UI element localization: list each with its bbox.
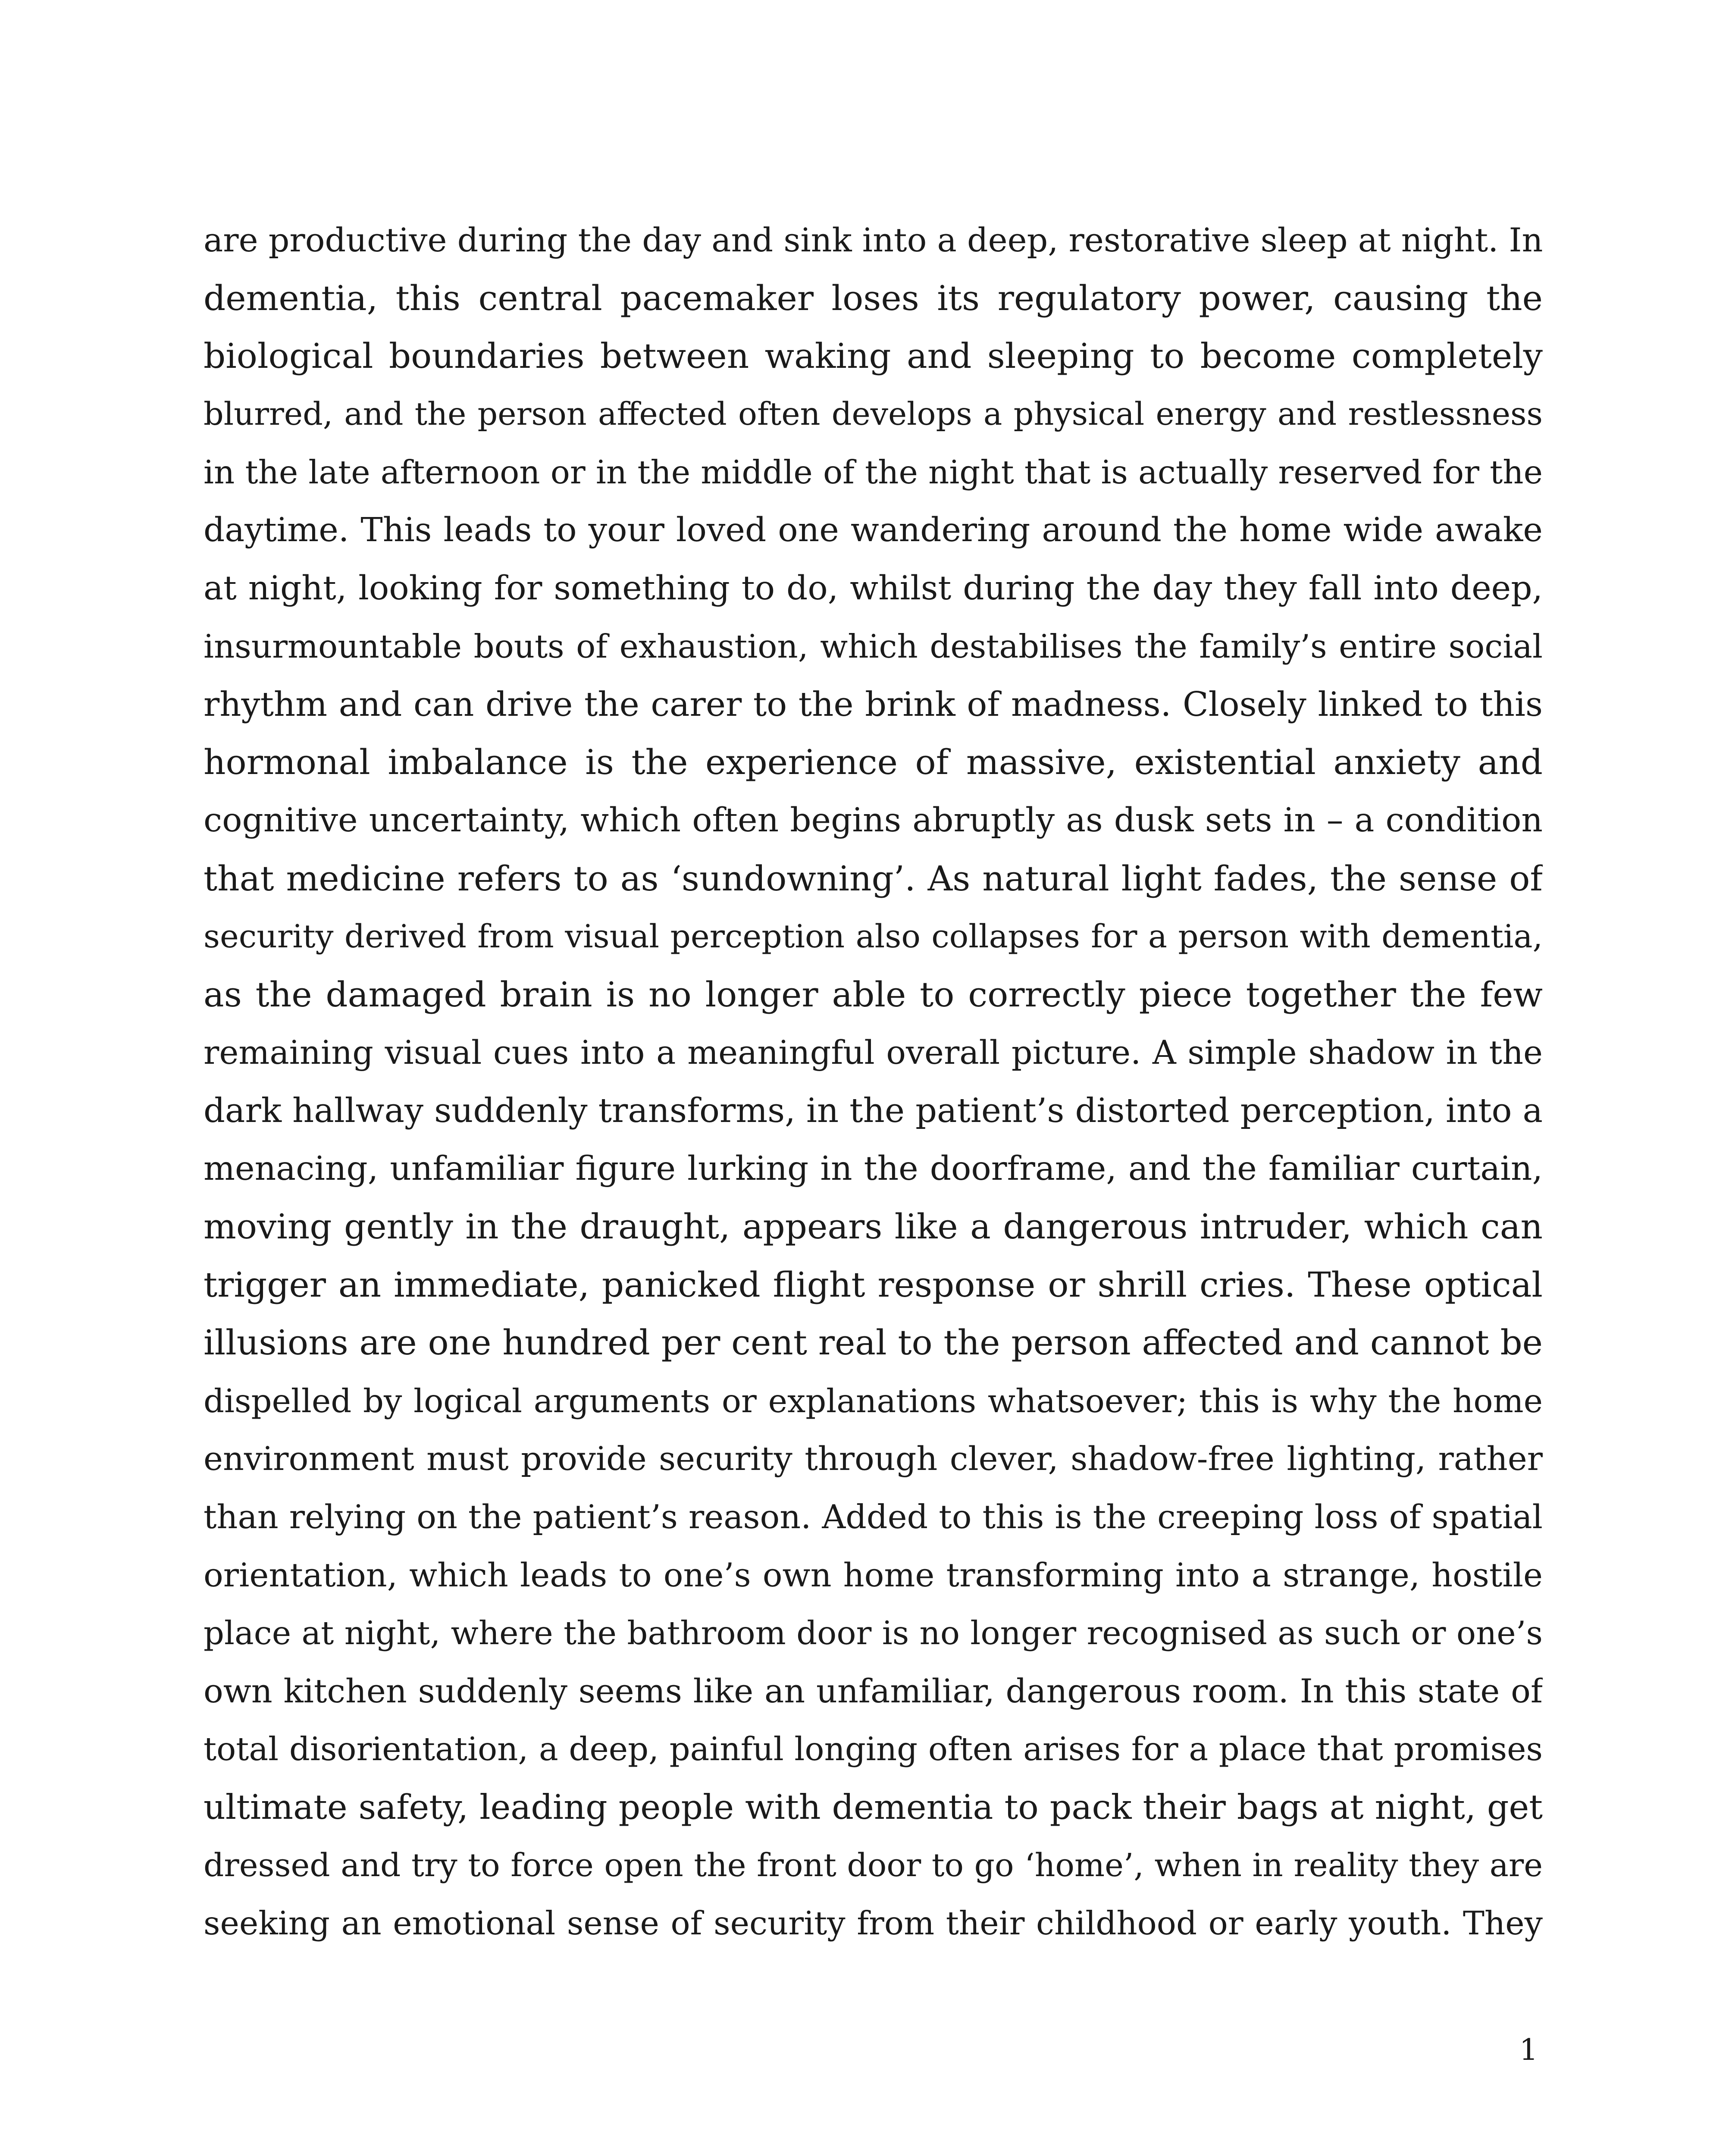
text-line: insurmountable bouts of exhaustion, which destabilises the family’s entire social xyxy=(204,627,1543,666)
text-line: hormonal imbalance is the experience of massive, existential anxiety and xyxy=(204,742,1543,783)
text-line: trigger an immediate, panicked flight response or shrill cries. These optical xyxy=(204,1264,1543,1305)
text-line: rhythm and can drive the carer to the brink of madness. Closely linked to this xyxy=(204,685,1543,724)
text-line: place at night, where the bathroom door is no longer recognised as such or one’s xyxy=(204,1614,1543,1652)
text-line: blurred, and the person affected often develops a physical energy and restlessness xyxy=(204,395,1543,432)
text-line: remaining visual cues into a meaningful overall picture. A simple shadow in the xyxy=(204,1033,1543,1072)
text-line: are productive during the day and sink into a deep, restorative sleep at night. In xyxy=(204,221,1543,259)
text-line: dispelled by logical arguments or explanations whatsoever; this is why the home xyxy=(204,1382,1543,1420)
text-line: at night, looking for something to do, whilst during the day they fall into deep, xyxy=(204,569,1543,608)
text-line: dressed and try to force open the front door to go ‘home’, when in reality they are xyxy=(204,1846,1543,1884)
text-line: security derived from visual perception also collapses for a person with dementia, xyxy=(204,918,1543,956)
text-line: total disorientation, a deep, painful longing often arises for a place that promises xyxy=(204,1730,1543,1768)
text-line: dark hallway suddenly transforms, in the patient’s distorted perception, into a xyxy=(204,1091,1543,1130)
text-line: seeking an emotional sense of security from their childhood or early youth. They xyxy=(204,1904,1543,1943)
body-paragraph xyxy=(204,211,1543,1952)
text-line: as the damaged brain is no longer able to correctly piece together the few xyxy=(204,974,1543,1015)
text-line: that medicine refers to as ‘sundowning’. As natural light fades, the sense of xyxy=(204,858,1543,899)
text-line: than relying on the patient’s reason. Added to this is the creeping loss of spatial xyxy=(204,1498,1543,1536)
text-line: cognitive uncertainty, which often begins abruptly as dusk sets in – a condition xyxy=(204,801,1543,840)
text-line: menacing, unfamiliar figure lurking in the doorframe, and the familiar curtain, xyxy=(204,1149,1543,1188)
text-line: illusions are one hundred per cent real to the person affected and cannot be xyxy=(204,1322,1543,1363)
text-line: in the late afternoon or in the middle of the night that is actually reserved for the xyxy=(204,453,1543,492)
page-number: 1 xyxy=(1519,2033,1538,2067)
text-line: orientation, which leads to one’s own home transforming into a strange, hostile xyxy=(204,1555,1543,1594)
text-line: moving gently in the draught, appears like a dangerous intruder, which can xyxy=(204,1206,1543,1247)
text-line: daytime. This leads to your loved one wandering around the home wide awake xyxy=(204,511,1543,549)
text-line: environment must provide security through clever, shadow-free lighting, rather xyxy=(204,1439,1543,1478)
text-line: ultimate safety, leading people with dementia to pack their bags at night, get xyxy=(204,1787,1543,1827)
text-line: dementia, this central pacemaker loses its regulatory power, causing the xyxy=(204,278,1543,318)
text-line: biological boundaries between waking and sleeping to become completely xyxy=(204,336,1543,376)
text-line: own kitchen suddenly seems like an unfamiliar, dangerous room. In this state of xyxy=(204,1671,1543,1710)
